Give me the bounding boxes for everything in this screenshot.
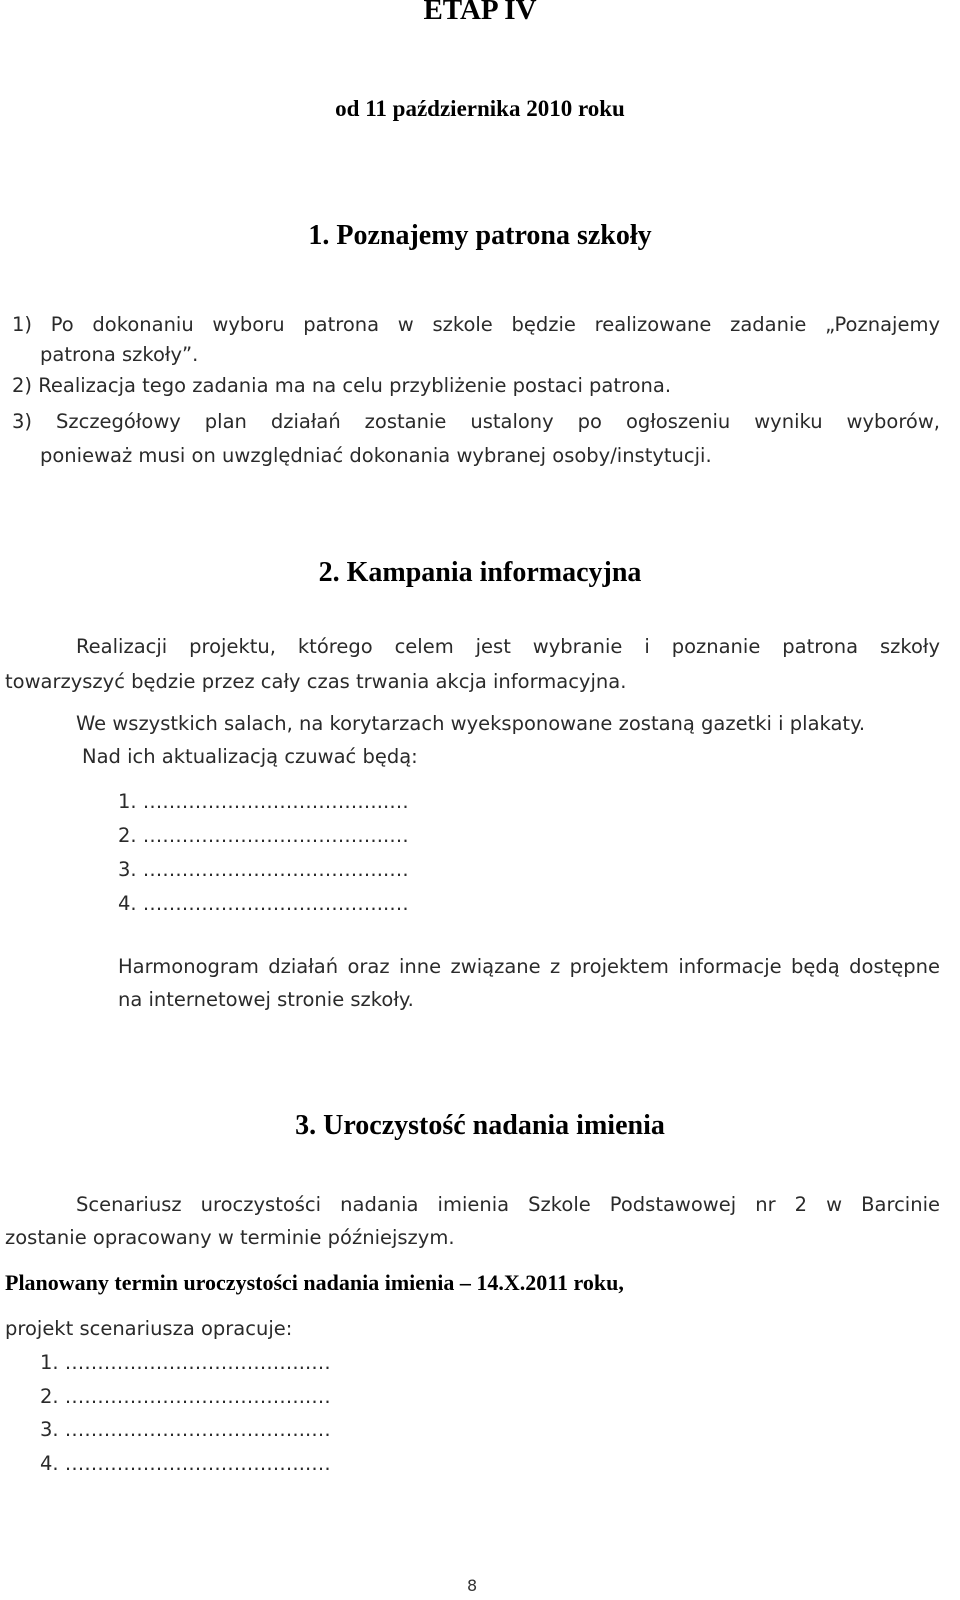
section-2-paragraph-4-line-1: Harmonogram działań oraz inne związane z projektem informacje będą dostępne bbox=[118, 955, 940, 978]
page-title: ETAP IV bbox=[423, 0, 537, 26]
section-1-item-3-line-2: ponieważ musi on uwzględniać dokonania wybranej osoby/instytucji. bbox=[40, 444, 712, 467]
scenario-author-list-item: 1. ………………………………..… bbox=[40, 1351, 331, 1374]
scenario-author-list-item: 4. ………………………………..… bbox=[40, 1452, 331, 1475]
coordinator-list-item: 3. ………………………………..… bbox=[118, 858, 409, 881]
section-2-paragraph-2: We wszystkich salach, na korytarzach wyeksponowane zostaną gazetki i plakaty. bbox=[76, 712, 866, 735]
section-1-item-1-line-2: patrona szkoły”. bbox=[40, 343, 199, 366]
coordinator-list-item: 1. ………………………………..… bbox=[118, 790, 409, 813]
page-number: 8 bbox=[467, 1576, 478, 1595]
section-3-paragraph-1-line-2: zostanie opracowany w terminie późniejszym. bbox=[5, 1226, 455, 1249]
section-3-heading: 3. Uroczystość nadania imienia bbox=[295, 1110, 665, 1141]
section-1-heading: 1. Poznajemy patrona szkoły bbox=[308, 220, 652, 251]
coordinator-list-item: 2. ………………………………..… bbox=[118, 824, 409, 847]
scenario-author-label: projekt scenariusza opracuje: bbox=[5, 1317, 293, 1340]
section-3-paragraph-1-line-1: Scenariusz uroczystości nadania imienia Szkole Podstawowej nr 2 w Barcinie bbox=[76, 1193, 940, 1216]
section-2-paragraph-1-line-1: Realizacji projektu, którego celem jest wybranie i poznanie patrona szkoły bbox=[76, 635, 940, 658]
stage-date: od 11 października 2010 roku bbox=[335, 96, 625, 121]
planned-ceremony-date: Planowany termin uroczystości nadania imienia – 14.X.2011 roku, bbox=[5, 1270, 624, 1295]
scenario-author-list-item: 2. ………………………………..… bbox=[40, 1385, 331, 1408]
section-1-item-2: 2) Realizacja tego zadania ma na celu przybliżenie postaci patrona. bbox=[12, 374, 672, 397]
section-1-item-1-line-1: 1) Po dokonaniu wyboru patrona w szkole będzie realizowane zadanie „Poznajemy bbox=[12, 313, 940, 336]
section-2-paragraph-3: Nad ich aktualizacją czuwać będą: bbox=[82, 745, 418, 768]
coordinator-list-item: 4. ………………………………..… bbox=[118, 892, 409, 915]
section-1-item-3-line-1: 3) Szczegółowy plan działań zostanie ustalony po ogłoszeniu wyniku wyborów, bbox=[12, 410, 940, 433]
section-2-heading: 2. Kampania informacyjna bbox=[318, 557, 642, 588]
section-2-paragraph-1-line-2: towarzyszyć będzie przez cały czas trwania akcja informacyjna. bbox=[5, 670, 627, 693]
section-2-paragraph-4-line-2: na internetowej stronie szkoły. bbox=[118, 988, 414, 1011]
scenario-author-list-item: 3. ………………………………..… bbox=[40, 1418, 331, 1441]
